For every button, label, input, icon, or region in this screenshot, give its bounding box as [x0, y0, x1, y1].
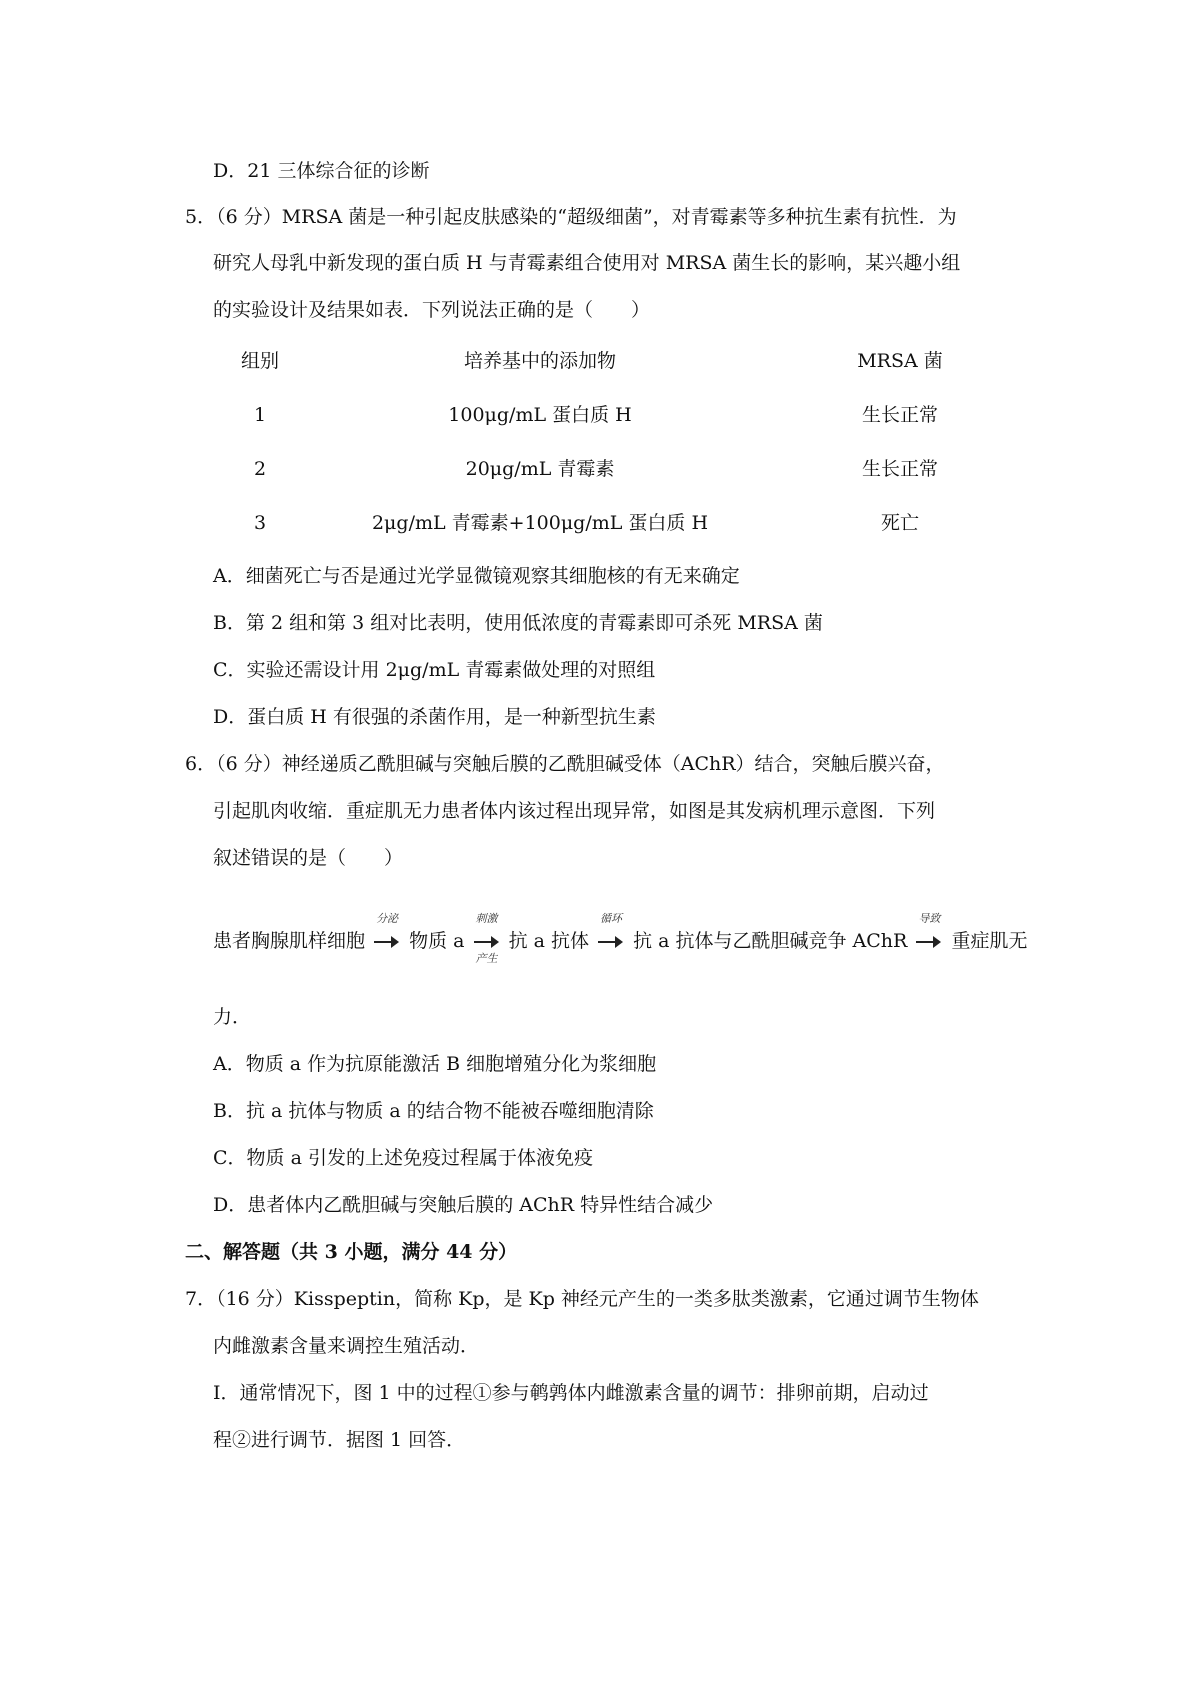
table-header-cell: 培养基中的添加物 — [463, 350, 616, 372]
table-cell: 20μg/mL 青霉素 — [465, 458, 615, 480]
q7-stem-line-2: 内雌激素含量来调控生殖活动． — [213, 1335, 480, 1357]
table-cell: 2 — [253, 458, 267, 480]
flow-node-myasthenia: 重症肌无 — [951, 930, 1028, 952]
table-cell: 生长正常 — [861, 458, 938, 480]
table-row — [0, 400, 1200, 430]
flow-node-thymus-cell: 患者胸腺肌样细胞 — [213, 930, 366, 952]
flow-arrow-label: 分泌 — [376, 912, 399, 925]
table-cell: 1 — [253, 404, 267, 426]
flow-arrow-icon — [373, 912, 401, 961]
flow-node-competition: 抗 a 抗体与乙酰胆碱竞争 AChR — [633, 930, 908, 952]
q5-option-c: C．实验还需设计用 2μg/mL 青霉素做处理的对照组 — [213, 659, 656, 681]
q5-stem-line-3: 的实验设计及结果如表．下列说法正确的是（ ） — [213, 299, 651, 321]
table-row — [0, 454, 1200, 484]
flow-node-substance-a: 物质 a — [409, 930, 465, 952]
flow-node-myasthenia-cont: 力． — [213, 1006, 252, 1028]
q5-stem-line-1: 5．（6 分）MRSA 菌是一种引起皮肤感染的“超级细菌”，对青霉素等多种抗生素有抗性．为 — [185, 206, 957, 228]
table-header-cell: MRSA 菌 — [857, 350, 943, 372]
table-cell: 100μg/mL 蛋白质 H — [448, 404, 632, 426]
table-cell: 生长正常 — [861, 404, 938, 426]
q5-table-header — [0, 346, 1200, 376]
flow-arrow-label: 刺激 — [475, 912, 498, 925]
table-header-cell: 组别 — [240, 350, 279, 372]
table-cell: 3 — [253, 512, 267, 534]
q7-stem-line-1: 7．（16 分）Kisspeptin，简称 Kp，是 Kp 神经元产生的一类多肽类激素，它通过调节生物体 — [185, 1288, 979, 1310]
flow-arrow-label: 导致 — [918, 912, 941, 925]
q6-option-c: C．物质 a 引发的上述免疫过程属于体液免疫 — [213, 1147, 593, 1169]
q6-option-b: B．抗 a 抗体与物质 a 的结合物不能被吞噬细胞清除 — [213, 1100, 654, 1122]
q6-option-a: A．物质 a 作为抗原能激活 B 细胞增殖分化为浆细胞 — [213, 1053, 657, 1075]
table-row — [0, 508, 1200, 538]
q7-stem-line-3: Ⅰ．通常情况下，图 1 中的过程①参与鹌鹑体内雌激素含量的调节：排卵前期，启动过 — [213, 1382, 929, 1404]
flow-node-antibody: 抗 a 抗体 — [508, 930, 589, 952]
q5-option-b: B．第 2 组和第 3 组对比表明，使用低浓度的青霉素即可杀死 MRSA 菌 — [213, 612, 823, 634]
q7-stem-line-4: 程②进行调节．据图 1 回答． — [213, 1429, 466, 1451]
q6-stem-line-1: 6．（6 分）神经递质乙酰胆碱与突触后膜的乙酰胆碱受体（AChR）结合，突触后膜兴奋， — [185, 753, 945, 775]
section-title: 二、解答题（共 3 小题，满分 44 分） — [185, 1241, 518, 1263]
flow-arrow-icon — [597, 912, 625, 961]
flow-arrow-icon — [473, 912, 501, 965]
pathogenesis-flow — [213, 912, 1028, 965]
q6-option-d: D．患者体内乙酰胆碱与突触后膜的 AChR 特异性结合减少 — [213, 1194, 714, 1216]
q6-stem-line-2: 引起肌肉收缩．重症肌无力患者体内该过程出现异常，如图是其发病机理示意图．下列 — [213, 800, 936, 822]
q5-option-d: D．蛋白质 H 有很强的杀菌作用，是一种新型抗生素 — [213, 706, 656, 728]
q5-stem-line-2: 研究人母乳中新发现的蛋白质 H 与青霉素组合使用对 MRSA 菌生长的影响，某兴趣小组 — [213, 252, 961, 274]
q4-option-d: D．21 三体综合征的诊断 — [213, 160, 430, 182]
flow-arrow-icon — [915, 912, 943, 961]
table-cell: 死亡 — [880, 512, 919, 534]
table-cell: 2μg/mL 青霉素+100μg/mL 蛋白质 H — [371, 512, 709, 534]
q5-option-a: A．细菌死亡与否是通过光学显微镜观察其细胞核的有无来确定 — [213, 565, 740, 587]
q6-stem-line-3: 叙述错误的是（ ） — [213, 847, 404, 869]
flow-arrow-label: 产生 — [475, 952, 498, 965]
flow-arrow-label: 循环 — [600, 912, 623, 925]
